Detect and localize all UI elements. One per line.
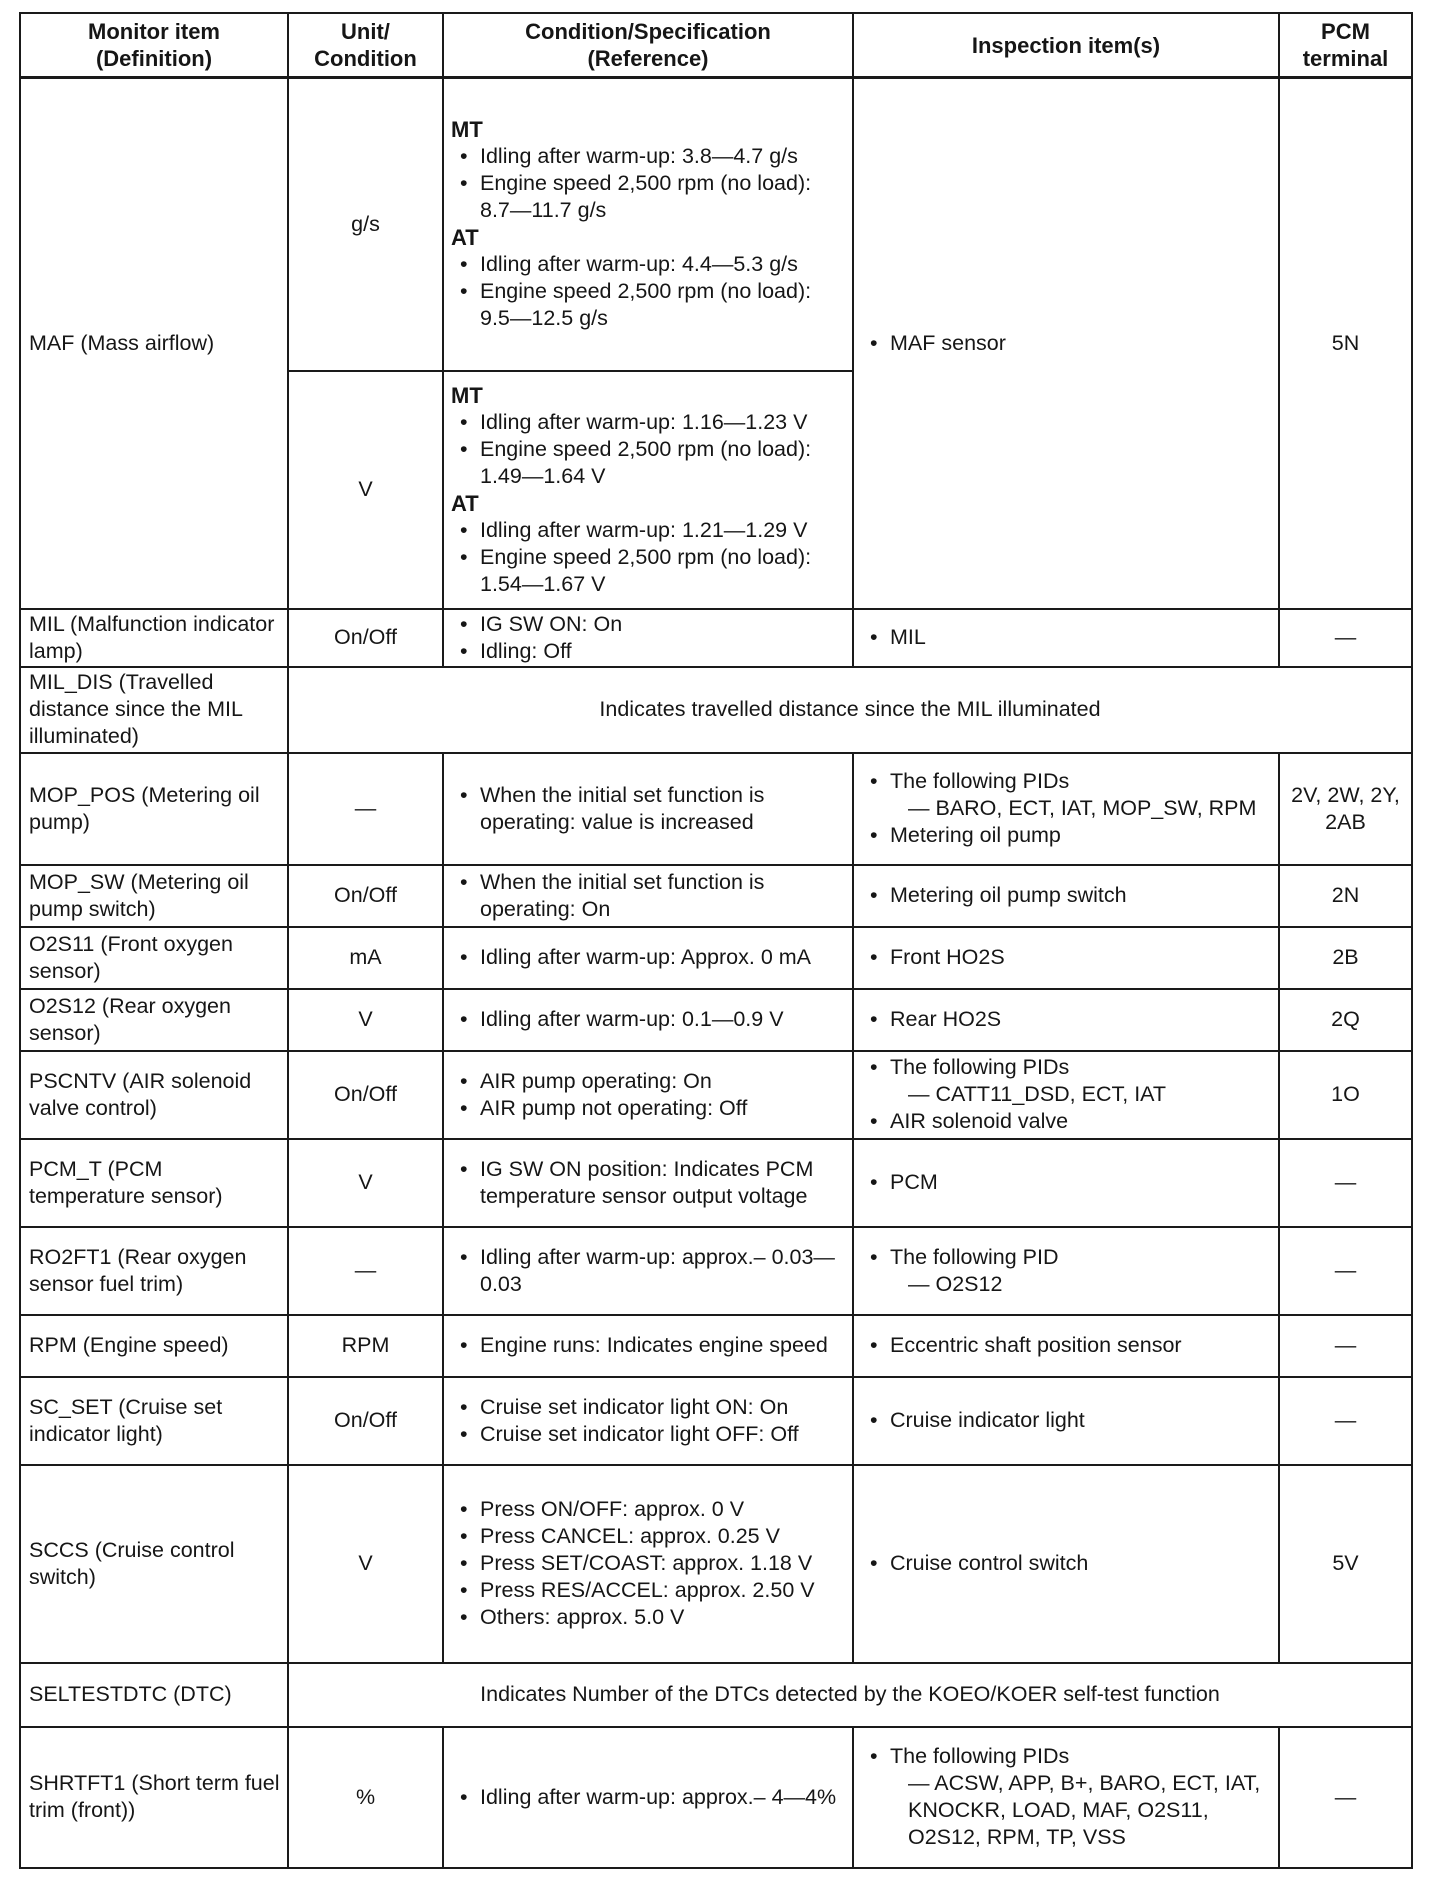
- unit-cell: V: [288, 1139, 443, 1227]
- table-row-shrtft1: [20, 1727, 1412, 1868]
- condition-bullet: • Idling: Off: [451, 638, 845, 665]
- condition-bullet: • IG SW ON: On: [451, 611, 845, 638]
- header-inspection-items: Inspection item(s): [853, 13, 1279, 78]
- inspection-sub-item: — ACSW, APP, B+, BARO, ECT, IAT, KNOCKR, LOAD, MAF, O2S11, O2S12, RPM, TP, VSS: [908, 1771, 1261, 1849]
- pcm-terminal-cell: 2V, 2W, 2Y, 2AB: [1279, 753, 1412, 865]
- monitor-item-name: SHRTFT1 (Short term fuel trim (front)): [20, 1727, 288, 1868]
- table-row-sccs: [20, 1465, 1412, 1663]
- unit-cell: On/Off: [288, 609, 443, 667]
- inspection-bullet: • The following PIDs: [861, 1743, 1271, 1770]
- condition-bullet: • Press CANCEL: approx. 0.25 V: [451, 1523, 845, 1550]
- inspection-sub-item: — CATT11_DSD, ECT, IAT: [908, 1082, 1167, 1106]
- condition-cell: [443, 78, 853, 371]
- condition-bullet: • Engine speed 2,500 rpm (no load): 9.5—12.5 g/s: [451, 278, 845, 332]
- inspection-bullet: • Metering oil pump switch: [861, 882, 1271, 909]
- table-row-mil: [20, 609, 1412, 667]
- inspection-sub-item: — BARO, ECT, IAT, MOP_SW, RPM: [908, 796, 1257, 820]
- table-row-mop-sw: [20, 865, 1412, 927]
- table-row-mil-dis: [20, 667, 1412, 753]
- monitor-item-name: SCCS (Cruise control switch): [20, 1465, 288, 1663]
- condition-bullet: • AIR pump not operating: Off: [451, 1095, 845, 1122]
- inspection-bullet: • The following PIDs: [861, 768, 1271, 795]
- condition-cell: [443, 1227, 853, 1315]
- inspection-cell: [853, 865, 1279, 927]
- monitor-item-name: SELTESTDTC (DTC): [20, 1663, 288, 1727]
- header-pcm-terminal: PCM terminal: [1279, 13, 1412, 78]
- unit-cell: V: [288, 1465, 443, 1663]
- table-row-seltestdtc: [20, 1663, 1412, 1727]
- inspection-cell: [853, 1377, 1279, 1465]
- inspection-bullet: • Cruise control switch: [861, 1550, 1271, 1577]
- header-monitor-item: Monitor item (Definition): [20, 13, 288, 78]
- condition-bullet: • When the initial set function is operating: On: [451, 869, 845, 923]
- unit-cell: On/Off: [288, 1051, 443, 1139]
- condition-cell: [443, 1315, 853, 1377]
- condition-bullet: • Cruise set indicator light ON: On: [451, 1394, 845, 1421]
- inspection-sub-item: — O2S12: [908, 1271, 1003, 1296]
- unit-cell: —: [288, 1227, 443, 1315]
- table-row-maf: [20, 78, 1412, 371]
- inspection-cell: [853, 1465, 1279, 1663]
- monitor-item-name: O2S11 (Front oxygen sensor): [20, 927, 288, 989]
- condition-bullet: • Press ON/OFF: approx. 0 V: [451, 1496, 845, 1523]
- pcm-terminal-cell: —: [1279, 1227, 1412, 1315]
- inspection-bullet: • The following PID: [861, 1244, 1271, 1271]
- table-row-pcm-t: [20, 1139, 1412, 1227]
- monitor-item-name: RO2FT1 (Rear oxygen sensor fuel trim): [20, 1227, 288, 1315]
- table-row-pscntv: [20, 1051, 1412, 1139]
- monitor-item-name: SC_SET (Cruise set indicator light): [20, 1377, 288, 1465]
- unit-cell: %: [288, 1727, 443, 1868]
- table-header: [20, 13, 1412, 78]
- inspection-bullet: • Front HO2S: [861, 944, 1271, 971]
- pcm-terminal-cell: 2B: [1279, 927, 1412, 989]
- pcm-terminal-cell: —: [1279, 1315, 1412, 1377]
- condition-cell: [443, 1465, 853, 1663]
- table-row-o2s11: [20, 927, 1412, 989]
- inspection-bullet: • The following PIDs: [861, 1054, 1271, 1081]
- monitor-item-name: MIL (Malfunction indicator lamp): [20, 609, 288, 667]
- condition-bullet: • Idling after warm-up: Approx. 0 mA: [451, 944, 845, 971]
- unit-cell: g/s: [288, 78, 443, 371]
- condition-cell: [443, 865, 853, 927]
- unit-cell: On/Off: [288, 1377, 443, 1465]
- monitor-item-name: PCM_T (PCM temperature sensor): [20, 1139, 288, 1227]
- condition-cell: [443, 371, 853, 609]
- condition-cell: [443, 989, 853, 1051]
- inspection-cell: [853, 609, 1279, 667]
- inspection-cell: [853, 927, 1279, 989]
- pcm-terminal-cell: —: [1279, 1377, 1412, 1465]
- monitor-item-name: MAF (Mass airflow): [20, 78, 288, 609]
- pcm-terminal-cell: 2N: [1279, 865, 1412, 927]
- inspection-bullet: • PCM: [861, 1169, 1271, 1196]
- pcm-terminal-cell: —: [1279, 1139, 1412, 1227]
- monitor-item-table: [19, 12, 1413, 1869]
- condition-bullet: • Press SET/COAST: approx. 1.18 V: [451, 1550, 845, 1577]
- condition-cell: [443, 609, 853, 667]
- condition-bullet: • When the initial set function is operating: value is increased: [451, 782, 845, 836]
- condition-bullet: • AIR pump operating: On: [451, 1068, 845, 1095]
- condition-bullet: • Idling after warm-up: 3.8—4.7 g/s: [451, 143, 845, 170]
- inspection-bullet: • MAF sensor: [861, 330, 1271, 357]
- spanning-note: Indicates Number of the DTCs detected by the KOEO/KOER self-test function: [288, 1663, 1412, 1727]
- inspection-bullet: • Metering oil pump: [861, 822, 1271, 849]
- mt-label: MT: [451, 382, 483, 408]
- table-row-sc-set: [20, 1377, 1412, 1465]
- monitor-item-name: MOP_SW (Metering oil pump switch): [20, 865, 288, 927]
- monitor-item-name: MIL_DIS (Travelled distance since the MIL illuminated): [20, 667, 288, 753]
- monitor-item-name: O2S12 (Rear oxygen sensor): [20, 989, 288, 1051]
- inspection-cell: [853, 1315, 1279, 1377]
- pcm-terminal-cell: —: [1279, 1727, 1412, 1868]
- inspection-cell: [853, 989, 1279, 1051]
- inspection-bullet: • Rear HO2S: [861, 1006, 1271, 1033]
- condition-bullet: • Idling after warm-up: 0.1—0.9 V: [451, 1006, 845, 1033]
- condition-bullet: • Idling after warm-up: approx.– 0.03—0.03: [451, 1244, 845, 1298]
- condition-bullet: • Press RES/ACCEL: approx. 2.50 V: [451, 1577, 845, 1604]
- condition-cell: [443, 927, 853, 989]
- pcm-terminal-cell: 5V: [1279, 1465, 1412, 1663]
- inspection-bullet: • MIL: [861, 624, 1271, 651]
- header-unit-condition: Unit/ Condition: [288, 13, 443, 78]
- pcm-terminal-cell: 1O: [1279, 1051, 1412, 1139]
- inspection-cell: [853, 1727, 1279, 1868]
- inspection-cell: [853, 753, 1279, 865]
- condition-cell: [443, 1377, 853, 1465]
- table-row-mop-pos: [20, 753, 1412, 865]
- unit-cell: RPM: [288, 1315, 443, 1377]
- inspection-cell: [853, 78, 1279, 609]
- monitor-item-name: MOP_POS (Metering oil pump): [20, 753, 288, 865]
- condition-bullet: • Idling after warm-up: 4.4—5.3 g/s: [451, 251, 845, 278]
- pcm-terminal-cell: —: [1279, 609, 1412, 667]
- inspection-bullet: • Cruise indicator light: [861, 1407, 1271, 1434]
- condition-bullet: • Engine speed 2,500 rpm (no load): 1.49—1.64 V: [451, 436, 845, 490]
- mt-label: MT: [451, 117, 483, 143]
- condition-bullet: • Engine runs: Indicates engine speed: [451, 1332, 845, 1359]
- condition-bullet: • Idling after warm-up: approx.– 4—4%: [451, 1784, 845, 1811]
- spanning-note: Indicates travelled distance since the MIL illuminated: [288, 667, 1412, 753]
- condition-cell: [443, 1139, 853, 1227]
- unit-cell: mA: [288, 927, 443, 989]
- condition-bullet: • Cruise set indicator light OFF: Off: [451, 1421, 845, 1448]
- condition-cell: [443, 1727, 853, 1868]
- monitor-item-name: RPM (Engine speed): [20, 1315, 288, 1377]
- condition-bullet: • IG SW ON position: Indicates PCM temperature sensor output voltage: [451, 1156, 845, 1210]
- table-row-o2s12: [20, 989, 1412, 1051]
- condition-bullet: • Idling after warm-up: 1.21—1.29 V: [451, 517, 845, 544]
- pcm-terminal-cell: 5N: [1279, 78, 1412, 609]
- spec-table-page: [19, 12, 1411, 1869]
- unit-cell: V: [288, 371, 443, 609]
- unit-cell: V: [288, 989, 443, 1051]
- inspection-cell: [853, 1139, 1279, 1227]
- condition-cell: [443, 1051, 853, 1139]
- unit-cell: —: [288, 753, 443, 865]
- table-row-rpm: [20, 1315, 1412, 1377]
- inspection-bullet: • AIR solenoid valve: [861, 1108, 1271, 1135]
- at-label: AT: [451, 490, 479, 516]
- table-row-ro2ft1: [20, 1227, 1412, 1315]
- unit-cell: On/Off: [288, 865, 443, 927]
- header-condition-specification: Condition/Specification (Reference): [443, 13, 853, 78]
- inspection-cell: [853, 1227, 1279, 1315]
- condition-bullet: • Engine speed 2,500 rpm (no load): 8.7—11.7 g/s: [451, 170, 845, 224]
- inspection-cell: [853, 1051, 1279, 1139]
- at-label: AT: [451, 225, 479, 251]
- inspection-bullet: • Eccentric shaft position sensor: [861, 1332, 1271, 1359]
- condition-bullet: • Others: approx. 5.0 V: [451, 1604, 845, 1631]
- condition-bullet: • Engine speed 2,500 rpm (no load): 1.54—1.67 V: [451, 544, 845, 598]
- condition-cell: [443, 753, 853, 865]
- monitor-item-name: PSCNTV (AIR solenoid valve control): [20, 1051, 288, 1139]
- pcm-terminal-cell: 2Q: [1279, 989, 1412, 1051]
- condition-bullet: • Idling after warm-up: 1.16—1.23 V: [451, 409, 845, 436]
